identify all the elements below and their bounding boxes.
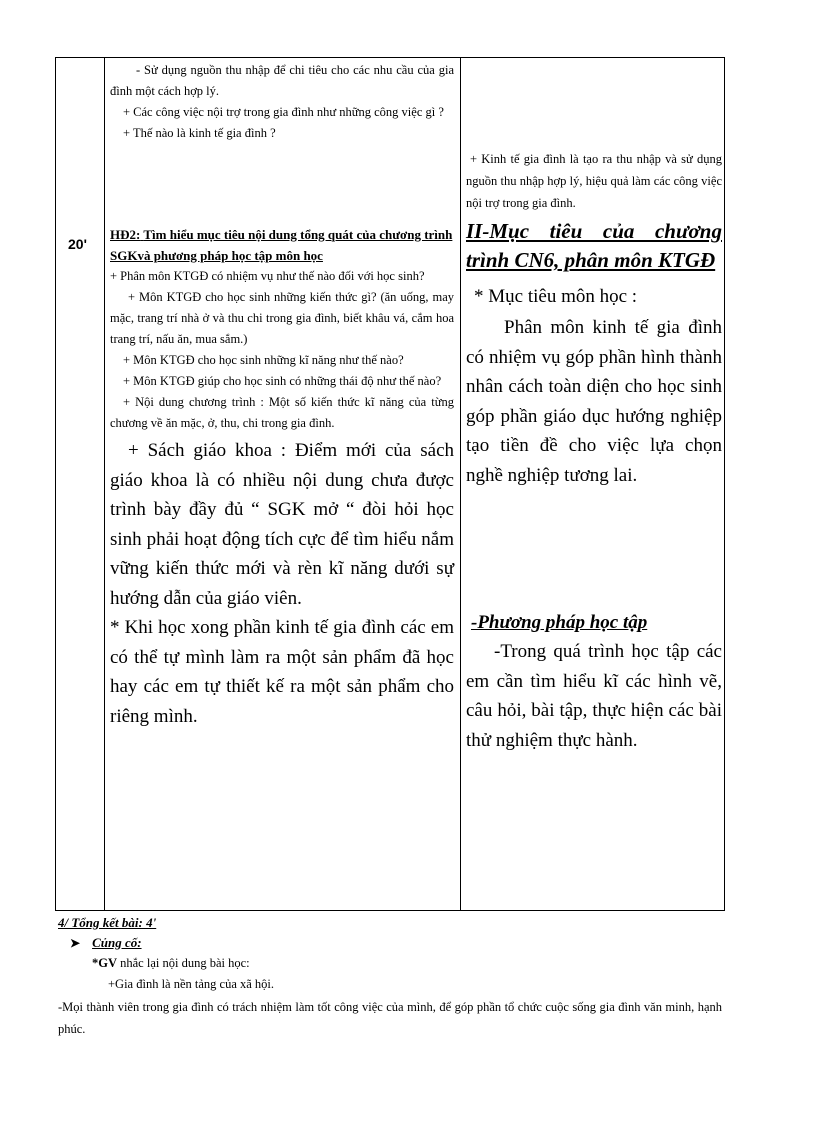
content-column	[466, 148, 722, 755]
section-heading: II-Mục tiêu của chương trình CN6, phân môn KTGĐ	[466, 219, 722, 272]
textbook-paragraph: + Sách giáo khoa : Điểm mới của sách giáo khoa là có nhiều nội dung chưa được trình bày đầy đủ “ SGK mở “ đòi hỏi học sinh phải hoạt động tích cực để tìm hiểu nắm vững kiến thức mới và rèn kĩ năng dưới sự hướng dẫn của giáo viên.	[110, 440, 454, 609]
activity-heading	[110, 224, 454, 266]
table-divider-2	[460, 58, 461, 910]
time-cell: 20'	[68, 236, 87, 252]
lesson-summary	[58, 913, 722, 1040]
activity-label: HĐ2:	[110, 227, 141, 242]
family-foundation-line: +Gia đình là nền tảng của xã hội.	[108, 977, 275, 991]
outcome-paragraph: * Khi học xong phần kinh tế gia đình các em có thể tự mình làm ra một sản phẩm đã học hay các em tự thiết kế ra một sản phẩm cho riêng mình.	[110, 617, 454, 727]
consolidation-label: Củng cố:	[92, 935, 142, 950]
question-duty: + Phân môn KTGĐ có nhiệm vụ như thế nào đối với học sinh?	[110, 269, 425, 283]
teacher-label: *GV	[92, 956, 117, 970]
teacher-activity-column	[110, 60, 454, 731]
method-heading: -Phương pháp học tập	[471, 612, 648, 633]
consolidation-heading	[70, 933, 722, 953]
question-knowledge: + Môn KTGĐ cho học sinh những kiến thức gì? (ăn uống, may mặc, trang trí nhà ở và thu chi trong gia đình, biết khâu vá, cắm hoa trang trí, nấu ăn, mua sắm.)	[110, 290, 454, 346]
question-skills: + Môn KTGĐ cho học sinh những kĩ năng như thế nào?	[123, 353, 404, 367]
para-family-economy-question: + Thế nào là kinh tế gia đình ?	[123, 126, 276, 140]
teacher-recap	[92, 953, 722, 974]
goal-subheading: * Mục tiêu môn học :	[474, 286, 638, 307]
closing-paragraph: -Mọi thành viên trong gia đình có trách nhiệm làm tốt công việc của mình, để góp phần tổ chức cuộc sống gia đình văn minh, hạnh phúc.	[58, 1000, 722, 1036]
arrow-bullet-icon: ➤	[70, 936, 81, 950]
lesson-table	[55, 57, 725, 911]
method-paragraph: -Trong quá trình học tập các em cần tìm hiểu kĩ các hình vẽ, câu hỏi, bài tập, thực hiện các bài thử nghiệm thực hành.	[466, 641, 722, 751]
goal-paragraph: Phân môn kinh tế gia đình có nhiệm vụ góp phần hình thành nhân cách toàn diện cho học sinh góp phần giáo dục hướng nghiệp tạo tiền đề cho việc lựa chọn nghề nghiệp tương lai.	[466, 317, 722, 486]
question-attitude: + Môn KTGĐ giúp cho học sinh có những thái độ như thế nào?	[123, 374, 442, 388]
para-housework-question: + Các công việc nội trợ trong gia đình như những công việc gì ?	[123, 105, 444, 119]
teacher-recap-text: nhắc lại nội dung bài học:	[120, 956, 250, 970]
program-content: + Nội dung chương trình : Một số kiến thức kĩ năng của từng chương về ăn mặc, ở, thu, chi trong gia đình.	[110, 395, 454, 430]
summary-title: 4/ Tổng kết bài: 4'	[58, 915, 157, 930]
para-income: - Sử dụng nguồn thu nhập để chi tiêu cho các nhu cầu của gia đình một cách hợp lý.	[110, 63, 454, 98]
family-economy-definition: + Kinh tế gia đình là tạo ra thu nhập và sử dụng nguồn thu nhập hợp lý, hiệu quả làm các công việc nội trợ trong gia đình.	[466, 152, 722, 210]
activity-title: Tìm hiểu mục tiêu nội dung tổng quát của chương trình SGKvà phương pháp học tập môn học	[110, 227, 453, 263]
table-divider-1	[104, 58, 105, 910]
